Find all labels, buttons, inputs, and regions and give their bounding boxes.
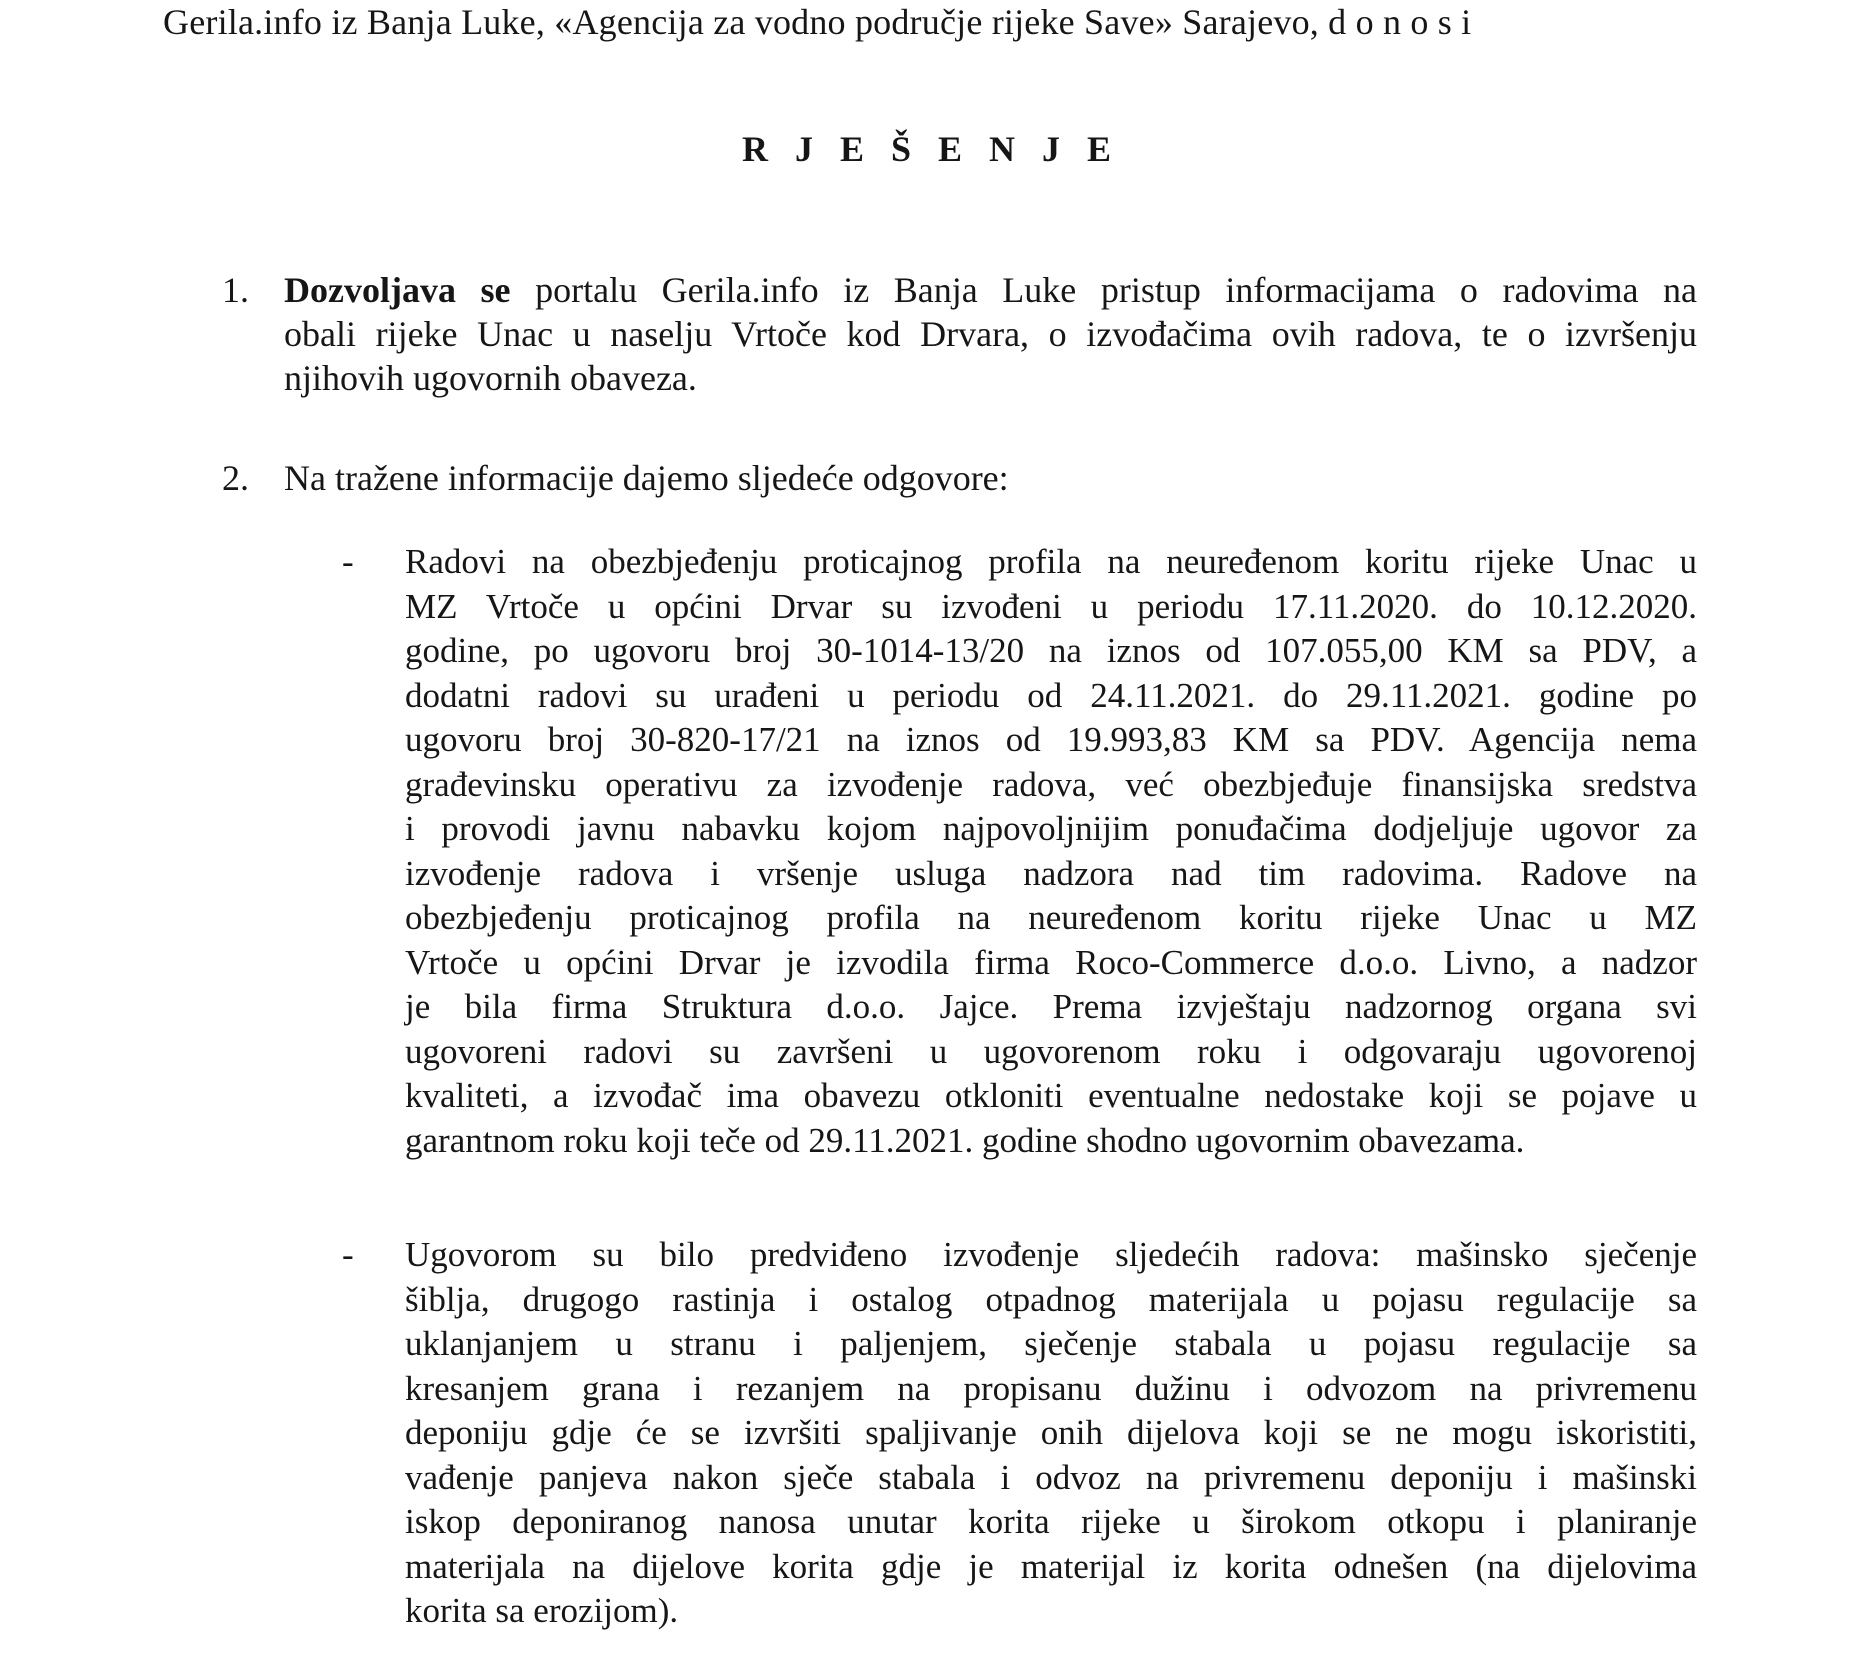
bullet-line: izvođenje radova i vršenje usluga nadzora nad tim radovima. Radove na [405,853,1697,893]
item-line: obali rijeke Unac u naselju Vrtoče kod Drvara, o izvođačima ovih radova, te o izvršenju [284,314,1697,354]
bullet-line: kvaliteti, a izvođač ima obavezu otkloniti eventualne nedostake koji se pojave u [405,1076,1697,1115]
item-line [284,268,1697,312]
bullet-dash: - [342,542,354,581]
document-title: R J E Š E N J E [741,129,1121,169]
bullet-line: šiblja, drugogo rastinja i ostalog otpadnog materijala u pojasu regulacije sa [405,1279,1697,1319]
item-number: 1. [222,270,249,310]
bullet-line: korita sa erozijom). [405,1591,679,1630]
item-body [284,268,1697,400]
item-line: Na tražene informacije dajemo sljedeće odgovore: [284,458,1009,498]
bullet-line: garantnom roku koji teče od 29.11.2021. godine shodno ugovornim obavezama. [405,1120,1525,1160]
bullet-line: ugovoru broj 30-820-17/21 na iznos od 19.993,83 KM sa PDV. Agencija nema [405,720,1697,759]
item-line-rest: portalu Gerila.info iz Banja Luke pristup informacijama o radovima na [510,270,1697,310]
bullet-line: Radovi na obezbjeđenju proticajnog profila na neuređenom koritu rijeke Unac u [405,542,1697,581]
bullet-line: obezbjeđenju proticajnog profila na neuređenom koritu rijeke Unac u MZ [405,898,1697,937]
bullet-line: dodatni radovi su urađeni u periodu od 24.11.2021. do 29.11.2021. godine po [405,675,1697,715]
intro-line: Gerila.info iz Banja Luke, «Agencija za vodno područje rijeke Save» Sarajevo, d o n o s i [163,2,1472,42]
bullet-line: i provodi javnu nabavku kojom najpovoljnijim ponuđačima dodjeljuje ugovor za [405,809,1697,848]
bullet-line: je bila firma Struktura d.o.o. Jajce. Prema izvještaju nadzornog organa svi [405,987,1697,1026]
bullet-line: iskop deponiranog nanosa unutar korita rijeke u širokom otkopu i planiranje [405,1502,1697,1541]
bullet-line: deponiju gdje će se izvršiti spaljivanje onih dijelova koji se ne mogu iskoristiti, [405,1413,1697,1452]
item-body [284,456,1697,500]
bullet-body [405,1233,1697,1634]
bullet-dash: - [342,1235,354,1274]
bullet-line: ugovoreni radovi su završeni u ugovorenom roku i odgovaraju ugovorenoj [405,1031,1697,1071]
bullet-line: Vrtoče u općini Drvar je izvodila firma Roco-Commerce d.o.o. Livno, a nadzor [405,942,1697,982]
bullet-line: uklanjanjem u stranu i paljenjem, sječenje stabala u pojasu regulacije sa [405,1324,1697,1363]
bullet-line: materijala na dijelove korita gdje je materijal iz korita odnešen (na dijelovima [405,1546,1697,1586]
bullet-line: kresanjem grana i rezanjem na propisanu dužinu i odvozom na privremenu [405,1368,1697,1408]
bullet-line: građevinsku operativu za izvođenje radova, već obezbjeđuje finansijska sredstva [405,764,1697,804]
bullet-line: MZ Vrtoče u općini Drvar su izvođeni u periodu 17.11.2020. do 10.12.2020. [405,586,1697,626]
bullet-line: godine, po ugovoru broj 30-1014-13/20 na iznos od 107.055,00 KM sa PDV, a [405,631,1697,670]
item-number: 2. [222,458,249,498]
bold-lead: Dozvoljava se [284,270,511,310]
bullet-line: Ugovorom su bilo predviđeno izvođenje sljedećih radova: mašinsko sječenje [405,1235,1697,1274]
bullet-body [405,540,1697,1163]
item-line: njihovih ugovornih obaveza. [284,358,697,398]
bullet-line: vađenje panjeva nakon sječe stabala i odvoz na privremenu deponiju i mašinski [405,1457,1697,1497]
